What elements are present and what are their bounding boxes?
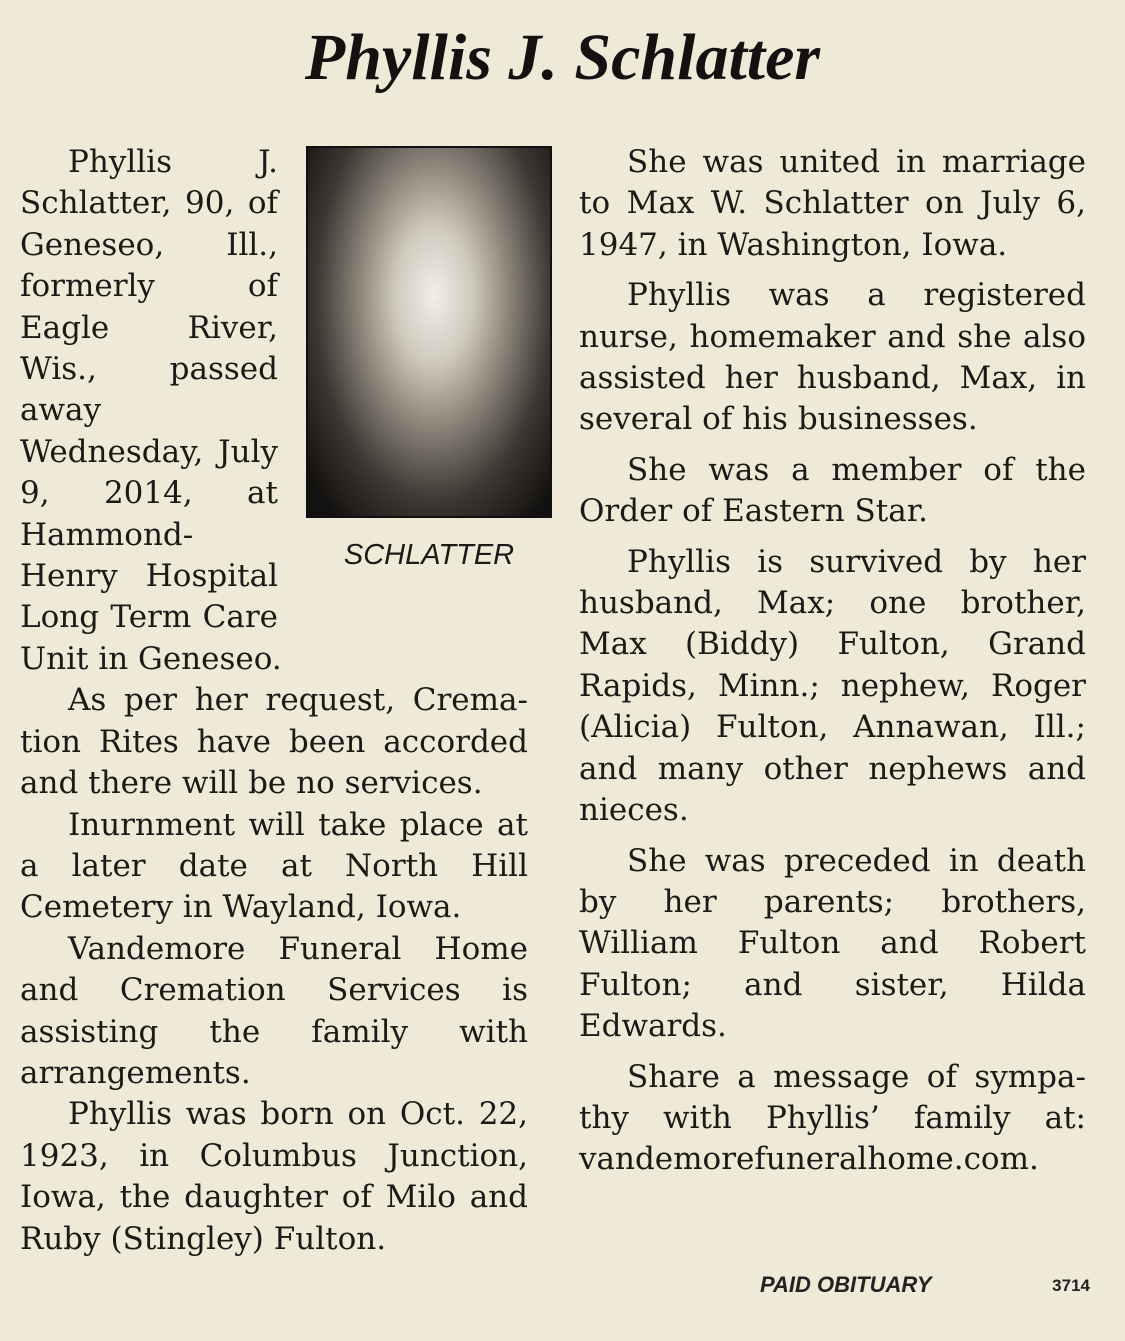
portrait-photo: [306, 146, 552, 518]
left-column: [20, 142, 528, 1260]
paragraph-membership: She was a member of the Order of Eastern Star.: [579, 451, 1086, 530]
paragraph-inurnment: Inurnment will take place at a later date at North Hill Cemetery in Wayland, Iowa.: [20, 806, 528, 926]
paragraph-funeral-home: Vandemore Funeral Home and Cremation Services is assisting the family with arrangements.: [20, 930, 528, 1091]
photo-block: [288, 146, 550, 598]
obituary-title: Phyllis J. Schlatter: [304, 21, 821, 94]
paragraph-birth: Phyllis was born on Oct. 22, 1923, in Columbus Junction, Iowa, the daughter of Milo and Ruby (Stingley) Fulton.: [20, 1096, 528, 1257]
paid-obituary-label: PAID OBITUARY: [760, 1272, 932, 1297]
paragraph-sympathy: Share a message of sympathy with Phyllis’ family at: vandemorefuneralhome.com.: [579, 1058, 1086, 1178]
paragraph-career: Phyllis was a registered nurse, homemaker and she also assisted her husband, Max, in several of his businesses.: [579, 277, 1086, 438]
paragraph-cremation: As per her request, Cremation Rites have been accorded and there will be no services.: [20, 682, 528, 802]
obituary-code: 3714: [1052, 1276, 1090, 1295]
paragraph-marriage: She was united in marriage to Max W. Schlatter on July 6, 1947, in Washington, Iowa.: [579, 144, 1086, 263]
photo-caption: SCHLATTER: [343, 539, 515, 571]
right-column: [579, 142, 1086, 1190]
paragraph-survivors: Phyllis is survived by her husband, Max; one brother, Max (Biddy) Fulton, Grand Rapids, Minn.; nephew, Roger (Alicia) Fulton, Annawan, Ill.; and many other nephews and nieces.: [579, 543, 1086, 829]
paragraph-preceded: She was preceded in death by her parents; brothers, William Fulton and Robert Fulton; and sister, Hilda Edwards.: [579, 842, 1086, 1045]
paragraph-intro: Phyllis J. Schlatter, 90, of Geneseo, Ill., formerly of Eagle River, Wis., passed away Wednesday, July 9, 2014, at Hammond-Henry Hospital Long Term Care Unit in Geneseo.: [20, 144, 282, 677]
